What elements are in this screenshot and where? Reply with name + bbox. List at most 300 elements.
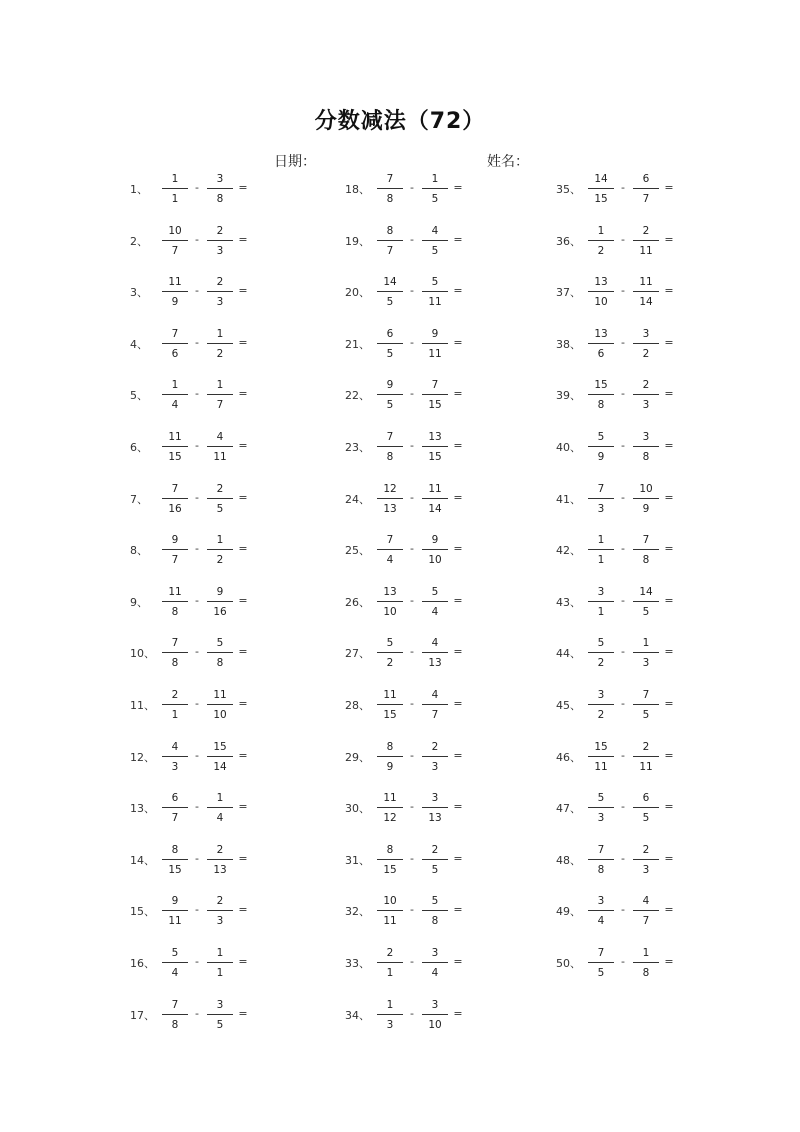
subtrahend-fraction	[419, 636, 451, 670]
denominator: 4	[431, 606, 439, 618]
subtrahend-fraction	[419, 946, 451, 980]
minus-sign: -	[195, 336, 199, 349]
denominator: 4	[597, 915, 605, 927]
fraction-bar	[422, 446, 448, 447]
numerator: 1	[216, 792, 224, 804]
numerator: 1	[597, 225, 605, 237]
minuend-fraction	[159, 843, 191, 877]
numerator: 3	[431, 999, 439, 1011]
numerator: 4	[431, 225, 439, 237]
numerator: 1	[386, 999, 394, 1011]
minus-sign: -	[195, 852, 199, 865]
fraction-bar	[422, 704, 448, 705]
minus-sign: -	[410, 955, 414, 968]
equals-sign: =	[664, 594, 674, 607]
equals-sign: =	[238, 852, 248, 865]
problem-number: 23、	[345, 441, 370, 454]
denominator: 11	[168, 915, 182, 927]
fraction-bar	[422, 1014, 448, 1015]
minuend-fraction	[585, 224, 617, 258]
equals-sign: =	[664, 491, 674, 504]
denominator: 5	[216, 1019, 224, 1031]
numerator: 2	[642, 379, 650, 391]
problem-item	[130, 843, 360, 877]
fraction-bar	[207, 652, 233, 653]
fraction-bar	[377, 807, 403, 808]
denominator: 11	[639, 245, 653, 257]
problem-number: 7、	[130, 493, 148, 506]
denominator: 16	[213, 606, 227, 618]
numerator: 3	[216, 999, 224, 1011]
numerator: 9	[171, 534, 179, 546]
fraction-bar	[377, 394, 403, 395]
subtrahend-fraction	[204, 843, 236, 877]
problem-number: 41、	[556, 493, 581, 506]
minuend-fraction	[159, 740, 191, 774]
fraction-bar	[588, 859, 614, 860]
fraction-bar	[633, 704, 659, 705]
denominator: 7	[431, 709, 439, 721]
numerator: 2	[216, 483, 224, 495]
fraction-bar	[162, 704, 188, 705]
problem-item	[345, 843, 575, 877]
minus-sign: -	[195, 181, 199, 194]
fraction-bar	[162, 446, 188, 447]
denominator: 8	[597, 864, 605, 876]
numerator: 4	[171, 741, 179, 753]
numerator: 2	[171, 689, 179, 701]
denominator: 16	[168, 503, 182, 515]
denominator: 3	[597, 812, 605, 824]
fraction-bar	[207, 601, 233, 602]
numerator: 3	[597, 689, 605, 701]
equals-sign: =	[453, 1007, 463, 1020]
equals-sign: =	[453, 387, 463, 400]
problem-number: 27、	[345, 647, 370, 660]
minuend-fraction	[585, 585, 617, 619]
problem-item	[556, 791, 786, 825]
equals-sign: =	[664, 387, 674, 400]
denominator: 10	[594, 296, 608, 308]
minuend-fraction	[159, 327, 191, 361]
problem-item	[130, 946, 360, 980]
minuend-fraction	[374, 740, 406, 774]
subtrahend-fraction	[204, 378, 236, 412]
problem-item	[556, 533, 786, 567]
denominator: 15	[383, 864, 397, 876]
numerator: 5	[216, 637, 224, 649]
fraction-bar	[633, 498, 659, 499]
denominator: 5	[431, 193, 439, 205]
minuend-fraction	[585, 636, 617, 670]
equals-sign: =	[453, 491, 463, 504]
problem-item	[130, 740, 360, 774]
problem-item	[556, 894, 786, 928]
denominator: 7	[642, 193, 650, 205]
denominator: 2	[216, 348, 224, 360]
fraction-bar	[207, 394, 233, 395]
fraction-bar	[377, 910, 403, 911]
fraction-bar	[588, 910, 614, 911]
denominator: 3	[642, 399, 650, 411]
fraction-bar	[422, 291, 448, 292]
equals-sign: =	[238, 491, 248, 504]
denominator: 5	[642, 812, 650, 824]
minuend-fraction	[159, 585, 191, 619]
minuend-fraction	[585, 172, 617, 206]
minuend-fraction	[374, 585, 406, 619]
fraction-bar	[377, 343, 403, 344]
denominator: 1	[171, 193, 179, 205]
page-title: 分数减法（72）	[314, 109, 486, 134]
equals-sign: =	[238, 439, 248, 452]
minuend-fraction	[159, 275, 191, 309]
problem-item	[345, 482, 575, 516]
fraction-bar	[588, 652, 614, 653]
fraction-bar	[422, 240, 448, 241]
subtrahend-fraction	[419, 275, 451, 309]
problem-number: 12、	[130, 751, 155, 764]
numerator: 9	[386, 379, 394, 391]
problem-item	[130, 430, 360, 464]
denominator: 14	[428, 503, 442, 515]
numerator: 7	[171, 483, 179, 495]
fraction-bar	[377, 240, 403, 241]
numerator: 11	[383, 689, 397, 701]
equals-sign: =	[664, 903, 674, 916]
numerator: 13	[428, 431, 442, 443]
numerator: 8	[386, 844, 394, 856]
denominator: 5	[386, 348, 394, 360]
minus-sign: -	[621, 903, 625, 916]
equals-sign: =	[453, 594, 463, 607]
minuend-fraction	[374, 636, 406, 670]
numerator: 8	[386, 741, 394, 753]
equals-sign: =	[453, 336, 463, 349]
problem-item	[556, 275, 786, 309]
minuend-fraction	[585, 894, 617, 928]
subtrahend-fraction	[204, 688, 236, 722]
denominator: 1	[386, 967, 394, 979]
fraction-bar	[633, 910, 659, 911]
denominator: 12	[383, 812, 397, 824]
minuend-fraction	[374, 327, 406, 361]
subtrahend-fraction	[204, 430, 236, 464]
equals-sign: =	[238, 181, 248, 194]
denominator: 5	[642, 709, 650, 721]
subtrahend-fraction	[204, 585, 236, 619]
equals-sign: =	[453, 749, 463, 762]
fraction-bar	[207, 807, 233, 808]
subtrahend-fraction	[630, 946, 662, 980]
fraction-bar	[588, 962, 614, 963]
denominator: 6	[171, 348, 179, 360]
minus-sign: -	[410, 181, 414, 194]
minuend-fraction	[585, 430, 617, 464]
minus-sign: -	[621, 439, 625, 452]
minus-sign: -	[621, 542, 625, 555]
equals-sign: =	[238, 955, 248, 968]
problem-item	[345, 327, 575, 361]
numerator: 10	[383, 895, 397, 907]
numerator: 9	[216, 586, 224, 598]
minuend-fraction	[374, 533, 406, 567]
problem-number: 31、	[345, 854, 370, 867]
denominator: 9	[597, 451, 605, 463]
equals-sign: =	[453, 697, 463, 710]
problem-item	[556, 327, 786, 361]
numerator: 8	[171, 844, 179, 856]
subtrahend-fraction	[630, 843, 662, 877]
minuend-fraction	[585, 688, 617, 722]
fraction-bar	[377, 498, 403, 499]
fraction-bar	[422, 188, 448, 189]
problem-number: 33、	[345, 957, 370, 970]
problem-number: 5、	[130, 389, 148, 402]
denominator: 3	[431, 761, 439, 773]
problem-number: 39、	[556, 389, 581, 402]
problem-number: 24、	[345, 493, 370, 506]
fraction-bar	[633, 446, 659, 447]
minuend-fraction	[585, 275, 617, 309]
minus-sign: -	[621, 181, 625, 194]
problem-item	[130, 688, 360, 722]
denominator: 11	[213, 451, 227, 463]
numerator: 12	[383, 483, 397, 495]
problem-number: 25、	[345, 544, 370, 557]
denominator: 1	[597, 554, 605, 566]
fraction-bar	[633, 343, 659, 344]
problem-item	[345, 533, 575, 567]
equals-sign: =	[664, 181, 674, 194]
subtrahend-fraction	[630, 482, 662, 516]
problem-number: 11、	[130, 699, 155, 712]
fraction-bar	[633, 962, 659, 963]
subtrahend-fraction	[419, 998, 451, 1032]
denominator: 7	[386, 245, 394, 257]
numerator: 2	[216, 276, 224, 288]
problem-number: 8、	[130, 544, 148, 557]
fraction-bar	[207, 962, 233, 963]
subtrahend-fraction	[204, 224, 236, 258]
numerator: 7	[386, 431, 394, 443]
subtrahend-fraction	[419, 688, 451, 722]
equals-sign: =	[664, 955, 674, 968]
numerator: 11	[428, 483, 442, 495]
equals-sign: =	[238, 749, 248, 762]
fraction-bar	[207, 549, 233, 550]
subtrahend-fraction	[204, 172, 236, 206]
fraction-bar	[588, 498, 614, 499]
problem-item	[345, 430, 575, 464]
subtrahend-fraction	[204, 791, 236, 825]
subtrahend-fraction	[419, 224, 451, 258]
numerator: 5	[597, 792, 605, 804]
minus-sign: -	[410, 1007, 414, 1020]
denominator: 9	[386, 761, 394, 773]
fraction-bar	[207, 859, 233, 860]
subtrahend-fraction	[204, 533, 236, 567]
fraction-bar	[588, 240, 614, 241]
denominator: 3	[386, 1019, 394, 1031]
problem-number: 46、	[556, 751, 581, 764]
equals-sign: =	[238, 594, 248, 607]
problem-number: 50、	[556, 957, 581, 970]
subtrahend-fraction	[419, 482, 451, 516]
minuend-fraction	[585, 327, 617, 361]
fraction-bar	[162, 962, 188, 963]
numerator: 1	[216, 379, 224, 391]
problem-item	[556, 378, 786, 412]
minus-sign: -	[410, 749, 414, 762]
minuend-fraction	[585, 740, 617, 774]
minuend-fraction	[374, 275, 406, 309]
numerator: 5	[386, 637, 394, 649]
numerator: 5	[431, 895, 439, 907]
denominator: 2	[597, 245, 605, 257]
fraction-bar	[422, 343, 448, 344]
denominator: 3	[642, 864, 650, 876]
denominator: 2	[597, 709, 605, 721]
subtrahend-fraction	[204, 894, 236, 928]
fraction-bar	[377, 188, 403, 189]
minuend-fraction	[374, 224, 406, 258]
numerator: 7	[597, 483, 605, 495]
problem-number: 32、	[345, 905, 370, 918]
problem-item	[130, 172, 360, 206]
denominator: 5	[386, 399, 394, 411]
denominator: 3	[216, 915, 224, 927]
fraction-bar	[633, 394, 659, 395]
numerator: 1	[171, 173, 179, 185]
denominator: 4	[171, 967, 179, 979]
equals-sign: =	[453, 955, 463, 968]
denominator: 15	[383, 709, 397, 721]
subtrahend-fraction	[419, 894, 451, 928]
denominator: 7	[642, 915, 650, 927]
fraction-bar	[633, 807, 659, 808]
equals-sign: =	[238, 697, 248, 710]
problem-item	[345, 585, 575, 619]
minus-sign: -	[410, 542, 414, 555]
numerator: 7	[431, 379, 439, 391]
problem-item	[345, 791, 575, 825]
numerator: 4	[431, 689, 439, 701]
numerator: 9	[431, 328, 439, 340]
numerator: 11	[639, 276, 653, 288]
denominator: 13	[213, 864, 227, 876]
problem-item	[130, 636, 360, 670]
problem-number: 13、	[130, 802, 155, 815]
equals-sign: =	[664, 336, 674, 349]
denominator: 3	[642, 657, 650, 669]
equals-sign: =	[664, 749, 674, 762]
minuend-fraction	[585, 946, 617, 980]
numerator: 6	[642, 173, 650, 185]
subtrahend-fraction	[419, 791, 451, 825]
problem-item	[345, 894, 575, 928]
minus-sign: -	[195, 697, 199, 710]
minus-sign: -	[195, 439, 199, 452]
denominator: 15	[168, 864, 182, 876]
numerator: 6	[171, 792, 179, 804]
equals-sign: =	[664, 233, 674, 246]
problem-item	[345, 998, 575, 1032]
numerator: 7	[642, 689, 650, 701]
problem-number: 18、	[345, 183, 370, 196]
fraction-bar	[162, 394, 188, 395]
denominator: 15	[594, 193, 608, 205]
fraction-bar	[207, 498, 233, 499]
fraction-bar	[588, 188, 614, 189]
denominator: 9	[642, 503, 650, 515]
fraction-bar	[207, 291, 233, 292]
fraction-bar	[162, 240, 188, 241]
denominator: 2	[642, 348, 650, 360]
denominator: 7	[171, 245, 179, 257]
minuend-fraction	[374, 894, 406, 928]
denominator: 5	[431, 864, 439, 876]
problem-item	[556, 482, 786, 516]
fraction-bar	[588, 756, 614, 757]
subtrahend-fraction	[419, 378, 451, 412]
minus-sign: -	[410, 233, 414, 246]
minuend-fraction	[374, 998, 406, 1032]
equals-sign: =	[238, 542, 248, 555]
fraction-bar	[377, 962, 403, 963]
numerator: 4	[216, 431, 224, 443]
fraction-bar	[207, 704, 233, 705]
minus-sign: -	[195, 542, 199, 555]
numerator: 1	[216, 947, 224, 959]
fraction-bar	[162, 1014, 188, 1015]
problem-number: 17、	[130, 1009, 155, 1022]
subtrahend-fraction	[419, 172, 451, 206]
denominator: 11	[594, 761, 608, 773]
problem-item	[345, 275, 575, 309]
fraction-bar	[633, 652, 659, 653]
equals-sign: =	[238, 645, 248, 658]
denominator: 4	[216, 812, 224, 824]
numerator: 15	[594, 741, 608, 753]
problem-item	[345, 688, 575, 722]
minus-sign: -	[621, 594, 625, 607]
minuend-fraction	[585, 482, 617, 516]
numerator: 2	[216, 844, 224, 856]
fraction-bar	[162, 498, 188, 499]
minuend-fraction	[159, 791, 191, 825]
equals-sign: =	[664, 439, 674, 452]
subtrahend-fraction	[204, 740, 236, 774]
minus-sign: -	[410, 903, 414, 916]
subtrahend-fraction	[630, 791, 662, 825]
problem-item	[130, 894, 360, 928]
minus-sign: -	[410, 491, 414, 504]
problem-number: 48、	[556, 854, 581, 867]
minuend-fraction	[159, 224, 191, 258]
problem-item	[130, 533, 360, 567]
minuend-fraction	[159, 378, 191, 412]
problem-number: 30、	[345, 802, 370, 815]
fraction-bar	[377, 549, 403, 550]
problem-item	[130, 998, 360, 1032]
denominator: 8	[597, 399, 605, 411]
fraction-bar	[162, 910, 188, 911]
denominator: 7	[171, 812, 179, 824]
subtrahend-fraction	[630, 740, 662, 774]
denominator: 7	[216, 399, 224, 411]
denominator: 10	[383, 606, 397, 618]
